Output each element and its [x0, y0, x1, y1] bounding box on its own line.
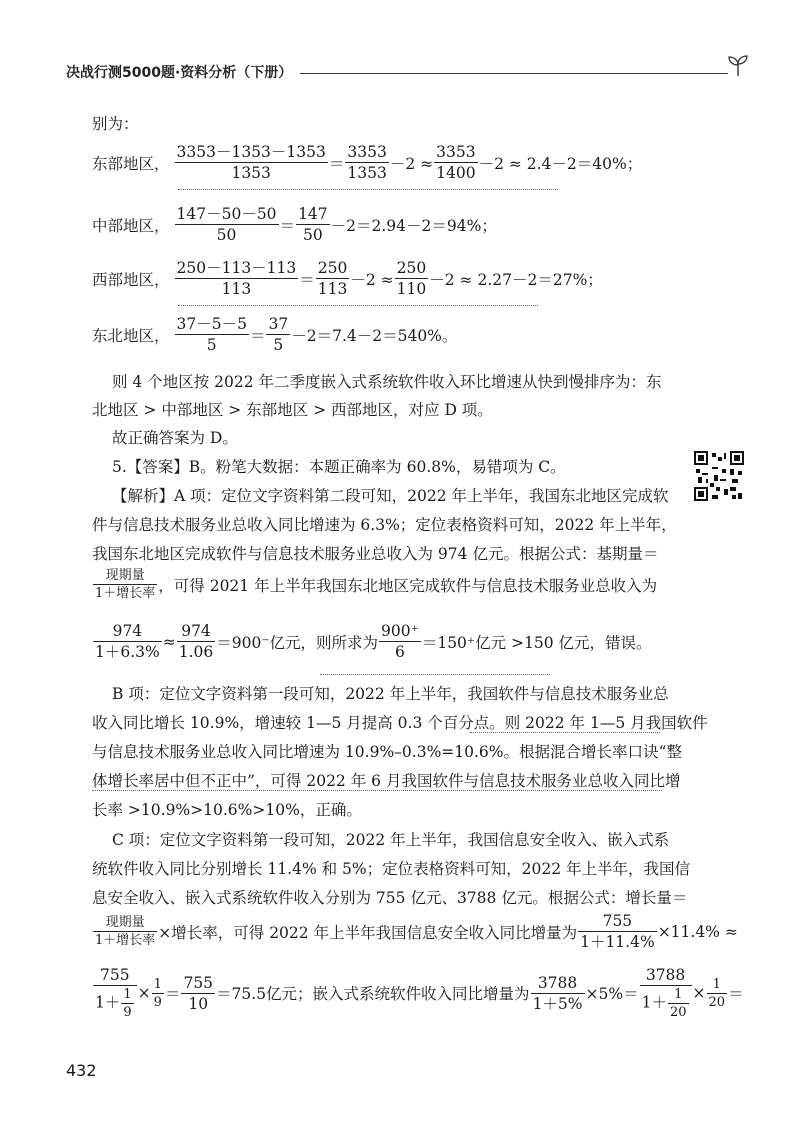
analysis-a-line-2: 件与信息技术服务业总收入同比增速为 6.3%；定位表格资料可知，2022 年上半年， — [92, 516, 677, 534]
analysis-c-line-2: 统软件收入同比分别增长 11.4% 和 5%；定位表格资料可知，2022 年上半年，我国信 — [92, 860, 690, 878]
analysis-a-line-1: 【解析】A 项：定位文字资料第二段可知，2022 年上半年，我国东北地区完成软 — [112, 487, 669, 505]
formula-central: 中部地区， $\frac{147-50-50}{50}$ ＝ $\frac{147}{50}$ －2＝2.94－2＝94%； — [92, 205, 497, 244]
ranking-line-2: 北地区 > 中部地区 > 东部地区 > 西部地区，对应 D 项。 — [92, 401, 493, 419]
q5-answer-line: 5.【答案】B。粉笔大数据：本题正确率为 60.8%，易错项为 C。 — [112, 458, 566, 476]
answer-line: 故正确答案为 D。 — [112, 429, 238, 447]
formula-west: 西部地区， $\frac{250-113-113}{113}$ ＝ $\frac{250}{113}$ －2 ≈ $\frac{250}{110}$ －2 ≈ 2.27－2＝27%； — [92, 259, 603, 298]
region-label: 东北地区， — [92, 326, 170, 345]
region-label: 东部地区， — [92, 154, 170, 173]
analysis-c-line-4: $\frac{\text{现期量}}{\text{1＋增长率}}$ ×增长率，可得 2022 年上半年我国信息安全收入同比增量为 $\frac{755}{1+11.4\%}$ ×11.4% ≈ — [95, 912, 738, 951]
intro-text: 别为： — [92, 115, 139, 133]
underline-mark — [178, 299, 538, 306]
formula-fraction: $\frac{\text{现期量}}{\text{1＋增长率}}$ — [95, 915, 156, 948]
analysis-c-line-5: 755 1＋ $\frac{1}{9}$ × $\frac{1}{9}$ ＝ $\frac{755}{10}$ ＝75.5亿元；嵌入式系统软件收入同比增量为 $\frac{3788}{1+5\%}$ ×5%＝ 3788 1＋ $\frac{1}{20}$ × $\frac{1}{20}$ ＝ — [95, 966, 744, 1020]
sprout-icon — [725, 52, 751, 78]
underline-mark — [178, 183, 558, 190]
analysis-a-line-3: 我国东北地区完成软件与信息技术服务业总收入为 974 亿元。根据公式：基期量＝ — [92, 545, 659, 563]
analysis-b-line-5: 长率 >10.9%>10.6%>10%，正确。 — [92, 801, 362, 819]
analysis-b-line-2: 收入同比增长 10.9%，增速较 1—5 月提高 0.3 个百分点。则 2022 年 1—5 月我国软件 — [92, 714, 708, 732]
underline-mark — [470, 726, 660, 733]
formula-fraction: $\frac{\text{现期量}}{\text{1＋增长率}}$ — [95, 568, 156, 601]
ranking-line-1: 则 4 个地区按 2022 年二季度嵌入式系统软件收入环比增速从快到慢排序为：东 — [112, 373, 662, 391]
formula-northeast: 东北地区， $\frac{37-5-5}{5}$ ＝ $\frac{37}{5}$ －2＝7.4－2＝540%。 — [92, 315, 458, 354]
analysis-b-line-1: B 项：定位文字资料第一段可知，2022 年上半年，我国软件与信息技术服务业总 — [112, 685, 669, 703]
analysis-b-line-3: 与信息技术服务业总收入同比增速为 10.9%–0.3%=10.6%。根据混合增长率口诀“整 — [92, 743, 682, 761]
analysis-a-line-4: $\frac{\text{现期量}}{\text{1＋增长率}}$ ，可得 2021 年上半年我国东北地区完成软件与信息技术服务业总收入为 — [95, 568, 658, 601]
page-number: 432 — [66, 1061, 97, 1080]
analysis-b-line-4: 体增长率居中但不正中”，可得 2022 年 6 月我国软件与信息技术服务业总收入同比增 — [92, 772, 681, 790]
analysis-a-line-5: $\frac{974}{1+6.3\%}$ ≈ $\frac{974}{1.06}$ ＝900⁻亿元，则所求为 $\frac{900^+}{6}$ ＝150⁺亿元 >150 亿元，错误。 — [95, 622, 652, 661]
formula-fraction: 755 1＋ $\frac{1}{9}$ — [93, 966, 137, 1020]
formula-fraction: $\frac{974}{1+6.3\%}$ — [95, 622, 160, 661]
region-label: 西部地区， — [92, 270, 170, 289]
analysis-c-line-3: 息安全收入、嵌入式系统软件收入分别为 755 亿元、3788 亿元。根据公式：增长量＝ — [92, 889, 688, 907]
underline-mark — [92, 784, 662, 791]
running-header: 决战行测5000题·资料分析（下册） — [66, 65, 293, 81]
header-rule — [300, 73, 728, 74]
analysis-c-line-1: C 项：定位文字资料第一段可知，2022 年上半年，我国信息安全收入、嵌入式系 — [112, 831, 670, 849]
qr-code-icon[interactable] — [694, 451, 744, 501]
underline-mark — [320, 668, 550, 675]
region-label: 中部地区， — [92, 216, 170, 235]
formula-east: 东部地区， $\frac{3353-1353-1353}{1353}$ ＝ $\frac{3353}{1353}$ －2 ≈ $\frac{3353}{1400}$ －2 ≈ 2.4－2＝40%； — [92, 143, 643, 182]
